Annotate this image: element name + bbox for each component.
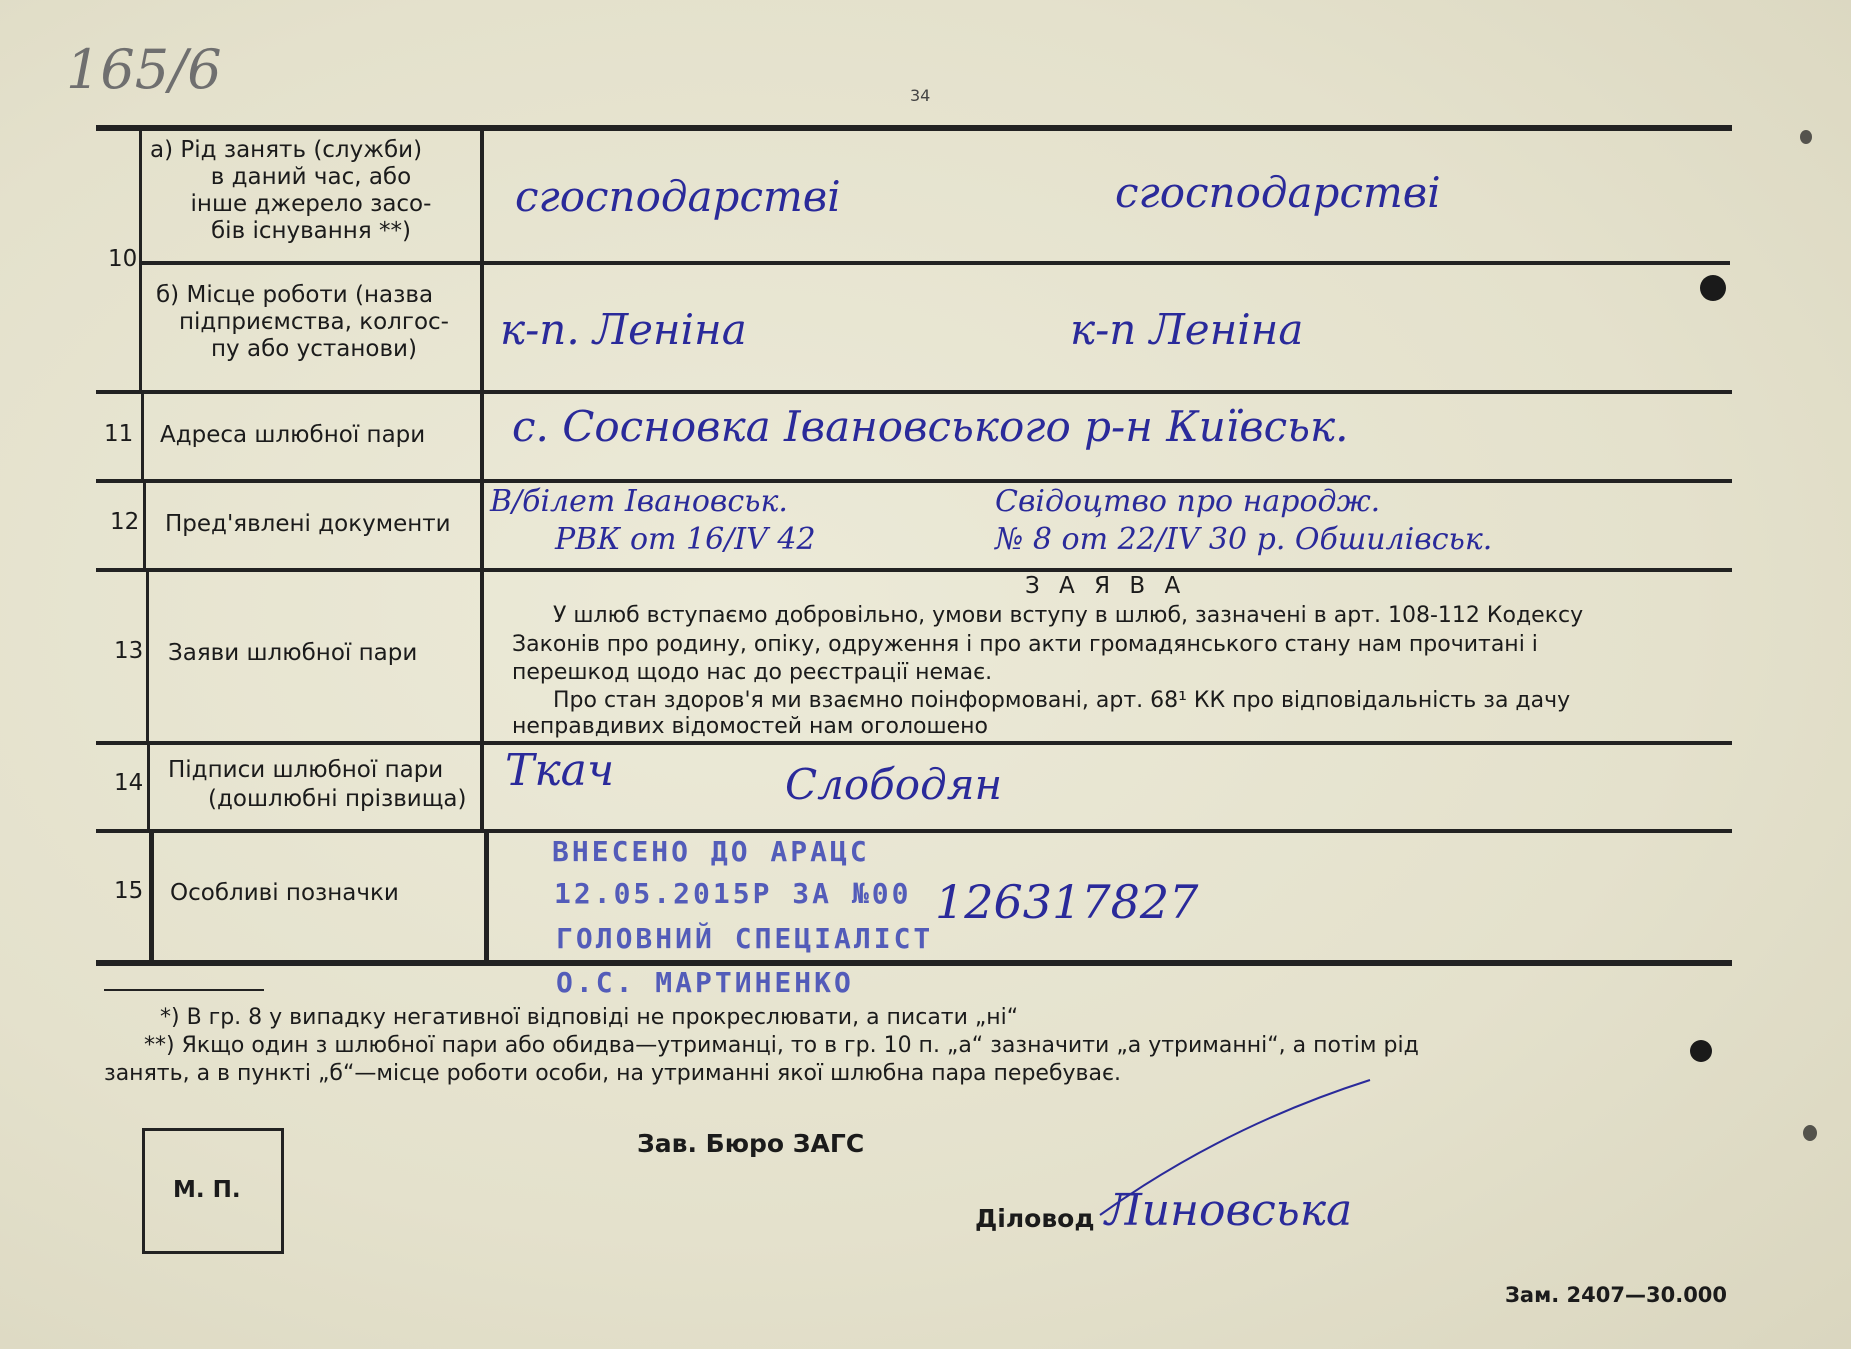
row-14-label-line: (дошлюбні прізвища) bbox=[208, 786, 467, 812]
row-15-label: Особливі позначки bbox=[170, 880, 399, 906]
rule-13-end bbox=[96, 741, 1732, 745]
page-mark: 34 bbox=[910, 86, 931, 105]
vrule-num-10 bbox=[139, 131, 142, 391]
vrule-num-14 bbox=[147, 745, 150, 830]
row-12-value-2a: Свідоцтво про народж. bbox=[995, 484, 1381, 519]
row-13-number: 13 bbox=[114, 638, 144, 664]
declaration-line: неправдивих відомостей нам оголошено bbox=[512, 714, 989, 739]
punch-hole bbox=[1800, 130, 1812, 144]
head-label: Зав. Бюро ЗАГС bbox=[637, 1129, 865, 1158]
rule-10-mid bbox=[140, 261, 1730, 265]
row-11-label: Адреса шлюбної пари bbox=[160, 422, 426, 448]
footnote-1: *) В гр. 8 у випадку негативної відповіді не прокреслювати, а писати „ні“ bbox=[160, 1005, 1019, 1030]
punch-hole bbox=[1803, 1125, 1817, 1141]
print-code: Зам. 2407—30.000 bbox=[1505, 1283, 1728, 1307]
row-10b-label-line: підприємства, колгос- bbox=[179, 309, 449, 335]
declaration-line: У шлюб вступаємо добровільно, умови вступу в шлюб, зазначені в арт. 108-112 Кодексу bbox=[553, 603, 1584, 628]
row-10a-label-line: бів існування **) bbox=[211, 218, 411, 244]
row-10a-label-line: інше джерело засо- bbox=[190, 191, 432, 217]
seal-box bbox=[142, 1128, 284, 1254]
footnote-2: **) Якщо один з шлюбної пари або обидва—утриманці, то в гр. 10 п. „а“ зазначити „a утриманні“, а потім рід bbox=[144, 1033, 1419, 1058]
row-10a-label-line: в даний час, або bbox=[210, 164, 412, 190]
rule-top bbox=[96, 125, 1732, 131]
clerk-signature: Линовська bbox=[1105, 1185, 1353, 1236]
signature-1: Ткач bbox=[505, 745, 615, 796]
vrule-val-14 bbox=[480, 745, 484, 830]
rule-11-end bbox=[96, 479, 1732, 483]
row-11-value: с. Сосновка Івановського р-н Київськ. bbox=[512, 402, 1349, 451]
rule-14-end bbox=[96, 829, 1732, 833]
row-12-value-1a: В/білет Івановськ. bbox=[490, 484, 788, 519]
vrule-val-10 bbox=[480, 131, 484, 391]
vrule-num-11 bbox=[141, 394, 144, 480]
declaration-heading: З А Я В А bbox=[1025, 573, 1187, 599]
rule-15-end bbox=[96, 960, 1732, 966]
row-10a-value-1: сгосподарстві bbox=[515, 172, 841, 221]
punch-hole bbox=[1690, 1040, 1712, 1062]
stamp-line: ВНЕСЕНО ДО АРАЦС bbox=[552, 835, 870, 868]
row-11-number: 11 bbox=[104, 421, 134, 447]
row-10b-label-line: б) Місце роботи (назва bbox=[156, 282, 434, 308]
footnote-3: занять, а в пункті „б“—місце роботи особи, на утриманні якої шлюбна пара перебуває. bbox=[104, 1061, 1122, 1086]
row-14-label-line: Підписи шлюбної пари bbox=[168, 757, 444, 783]
vrule-val-12 bbox=[480, 483, 484, 569]
row-10a-label-line: а) Рід занять (служби) bbox=[150, 137, 423, 163]
punch-hole bbox=[1700, 275, 1726, 301]
row-10a-label bbox=[150, 137, 472, 245]
registry-number: 126317827 bbox=[935, 875, 1199, 929]
row-12-label: Пред'явлені документи bbox=[165, 511, 451, 537]
row-10b-value-2: к-п Леніна bbox=[1070, 305, 1304, 354]
signature-2: Слободян bbox=[785, 760, 1003, 809]
declaration-line: Про стан здоров'я ми взаємно поінформовані, арт. 68¹ КК про відповідальність за дачу bbox=[553, 688, 1571, 713]
vrule-val-11 bbox=[480, 394, 484, 480]
row-14-number: 14 bbox=[114, 770, 144, 796]
row-10-number: 10 bbox=[108, 246, 138, 272]
declaration-line: перешкод щодо нас до реєстрації немає. bbox=[512, 660, 993, 685]
rule-10-end bbox=[96, 390, 1732, 394]
vrule-val-13 bbox=[480, 572, 484, 742]
vrule-num-15 bbox=[149, 833, 154, 961]
vrule-num-12 bbox=[143, 483, 146, 569]
vrule-val-15 bbox=[484, 833, 489, 961]
row-10a-value-2: сгосподарстві bbox=[1115, 168, 1441, 217]
row-12-value-1b: РВК от 16/IV 42 bbox=[555, 522, 816, 557]
declaration-line: Законів про родину, опіку, одруження і про акти громадянського стану нам прочитані і bbox=[512, 632, 1538, 657]
seal-label: М. П. bbox=[173, 1177, 241, 1203]
rule-12-end bbox=[96, 568, 1732, 572]
row-10b-label bbox=[156, 282, 472, 363]
stamp-line: ГОЛОВНИЙ СПЕЦІАЛІСТ bbox=[556, 922, 934, 955]
archive-mark: 165/6 bbox=[66, 38, 222, 101]
row-15-number: 15 bbox=[114, 878, 144, 904]
row-10b-value-1: к-п. Леніна bbox=[500, 305, 747, 354]
row-10b-label-line: пу або установи) bbox=[211, 336, 417, 362]
row-12-number: 12 bbox=[110, 509, 140, 535]
vrule-num-13 bbox=[146, 572, 149, 742]
row-12-value-2b: № 8 от 22/IV 30 р. Обшилівськ. bbox=[995, 522, 1493, 557]
rule-footnote bbox=[104, 989, 264, 991]
stamp-line: О.С. МАРТИНЕНКО bbox=[556, 966, 854, 999]
stamp-line: 12.05.2015Р ЗА №00 bbox=[554, 877, 912, 910]
row-13-label: Заяви шлюбної пари bbox=[168, 640, 418, 666]
signature-stroke bbox=[1080, 1075, 1380, 1225]
clerk-label: Діловод bbox=[975, 1204, 1095, 1233]
